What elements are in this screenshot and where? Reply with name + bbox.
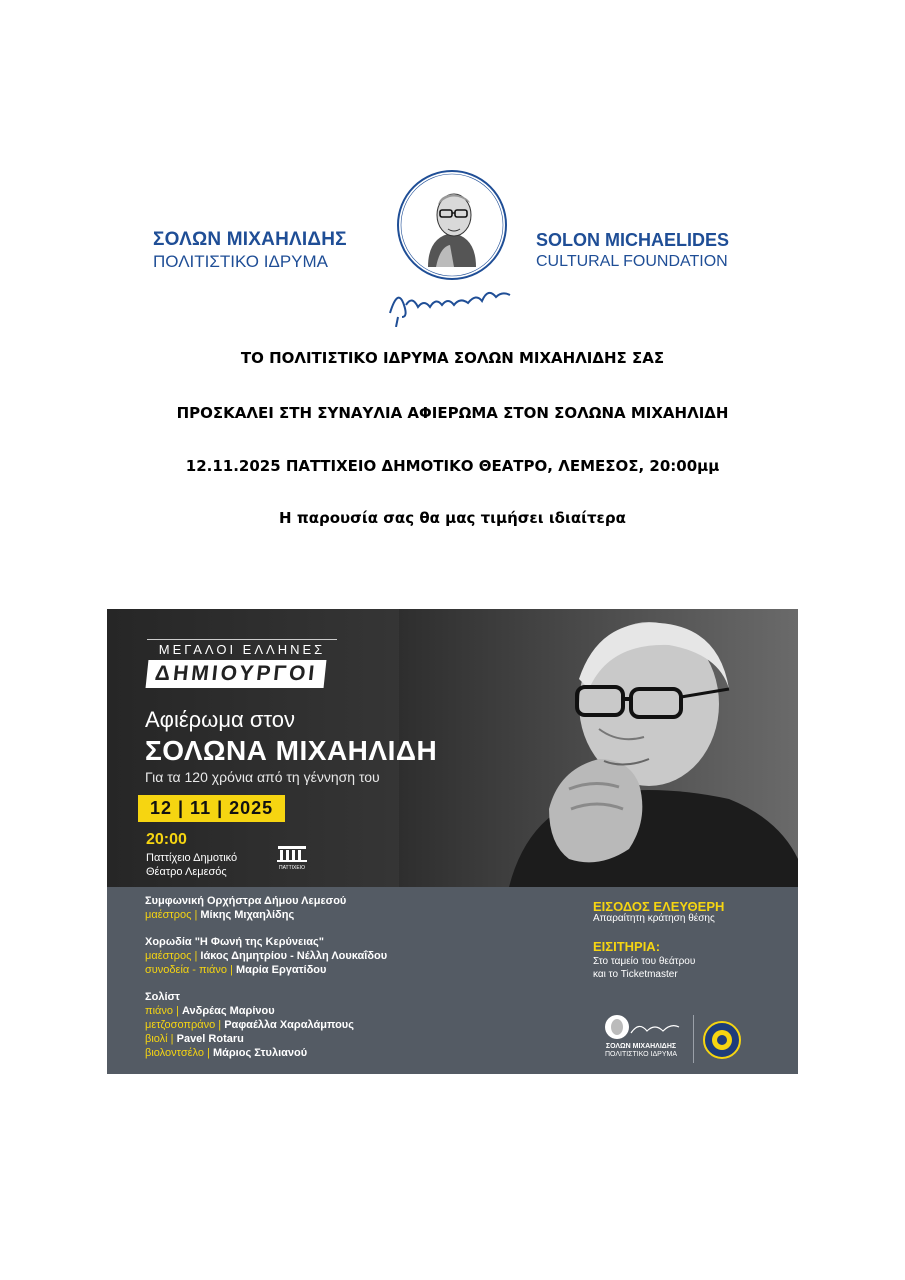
orchestra-conductor: Μίκης Μιχαηλίδης — [200, 909, 295, 921]
footer-divider — [693, 1015, 694, 1063]
event-venue — [146, 851, 237, 879]
foundation-name-english-line1: SOLON MICHAELIDES — [536, 230, 730, 250]
choir-conductors: Ιάκος Δημητρίου - Νέλλη Λουκαΐδου — [200, 950, 388, 962]
foundation-name-greek — [153, 229, 363, 273]
soloist-1-role: πιάνο | — [145, 1005, 179, 1017]
soloist-2-name: Ραφαέλλα Χαραλάμπους — [224, 1019, 354, 1031]
series-line-1: ΜΕΓΑΛΟΙ ΕΛΛΗΝΕΣ — [147, 639, 337, 657]
soloist-4-role: βιολοντσέλο | — [145, 1047, 210, 1059]
soloist-3-name: Pavel Rotaru — [176, 1033, 244, 1045]
tribute-title — [145, 707, 437, 785]
orchestra-name: Συμφωνική Ορχήστρα Δήμου Λεμεσού — [145, 895, 347, 907]
invitation-line-3: 12.11.2025 ΠΑΤΤΙΧΕΙΟ ΔΗΜΟΤΙΚΟ ΘΕΑΤΡΟ, ΛΕΜΕΣΟΣ, 20:00μμ — [185, 457, 720, 475]
series-line-2: ΔΗΜΙΟΥΡΓΟΙ — [146, 660, 327, 688]
free-entry-note: Απαραίτητη κράτηση θέσης — [593, 913, 715, 924]
foundation-name-greek-line2: ΠΟΛΙΤΙΣΤΙΚΟ ΙΔΡΥΜΑ — [153, 252, 329, 271]
soloists-block — [145, 990, 354, 1060]
choir-pianist: Μαρία Εργατίδου — [236, 964, 327, 976]
series-title — [147, 639, 337, 688]
foundation-footer-seal-icon — [599, 1013, 683, 1041]
foundation-name-english-line2: CULTURAL FOUNDATION — [536, 253, 728, 270]
event-date-badge: 12 | 11 | 2025 — [138, 795, 285, 822]
orchestra-block — [145, 894, 346, 922]
tickets-title: ΕΙΣΙΤΗΡΙΑ: — [593, 939, 661, 954]
soloist-3-role: βιολί | — [145, 1033, 174, 1045]
invitation-line-1: ΤΟ ΠΟΛΙΤΙΣΤΙΚΟ ΙΔΡΥΜΑ ΣΟΛΩΝ ΜΙΧΑΗΛΙΔΗΣ ΣΑΣ — [240, 349, 665, 367]
choir-name: Χορωδία "Η Φωνή της Κερύνειας" — [145, 936, 324, 948]
composer-portrait-photo — [399, 609, 798, 887]
tribute-subtitle: Για τα 120 χρόνια από τη γέννηση του — [145, 769, 380, 785]
foundation-name-greek-line1: ΣΟΛΩΝ ΜΙΧΑΗΛΙΔΗΣ — [153, 229, 347, 250]
foundation-footer-logo — [593, 1013, 689, 1061]
tribute-line-1: Αφιέρωμα στον — [145, 707, 296, 732]
theatre-building-icon — [275, 840, 309, 872]
foundation-name-english — [536, 229, 756, 273]
free-entry-title: ΕΙΣΟΔΟΣ ΕΛΕΥΘΕΡΗ — [593, 899, 725, 914]
footer-logo-line-1: ΣΟΛΩΝ ΜΙΧΑΗΛΙΔΗΣ — [605, 1043, 677, 1050]
venue-line-2: Θέατρο Λεμεσός — [146, 866, 227, 878]
venue-line-1: Παττίχειο Δημοτικό — [146, 852, 238, 864]
footer-logo-line-2: ΠΟΛΙΤΙΣΤΙΚΟ ΙΔΡΥΜΑ — [604, 1051, 678, 1058]
invitation-line-2: ΠΡΟΣΚΑΛΕΙ ΣΤΗ ΣΥΝΑΥΛΙΑ ΑΦΙΕΡΩΜΑ ΣΤΟΝ ΣΟΛΩΝΑ ΜΙΧΑΗΛΙΔΗ — [176, 404, 729, 422]
choir-role: μαέστρος | — [145, 950, 198, 962]
portrait-seal-logo — [388, 167, 516, 327]
choir-block — [145, 935, 387, 977]
tribute-name: ΣΟΛΩΝΑ ΜΙΧΑΗΛΙΔΗ — [145, 735, 438, 766]
choir-accompaniment-role: συνοδεία - πιάνο | — [145, 964, 233, 976]
soloists-title: Σολίστ — [145, 991, 180, 1003]
orchestra-role: μαέστρος | — [145, 909, 198, 921]
tickets-line-1: Στο ταμείο του θεάτρου — [593, 956, 696, 967]
venue-logo-text: ΠΑΤΤΙΧΕΙΟ — [278, 865, 306, 871]
tickets-info — [593, 955, 695, 981]
municipality-crest-icon — [703, 1021, 741, 1059]
soloist-1-name: Ανδρέας Μαρίνου — [182, 1005, 275, 1017]
soloist-4-name: Μάριος Στυλιανού — [212, 1047, 308, 1059]
event-time: 20:00 — [146, 831, 187, 848]
event-poster — [107, 609, 798, 1074]
invitation-line-4: Η παρουσία σας θα μας τιμήσει ιδιαίτερα — [279, 509, 626, 527]
soloist-2-role: μετζοσοπράνο | — [145, 1019, 222, 1031]
tickets-line-2: και το Ticketmaster — [593, 969, 678, 980]
